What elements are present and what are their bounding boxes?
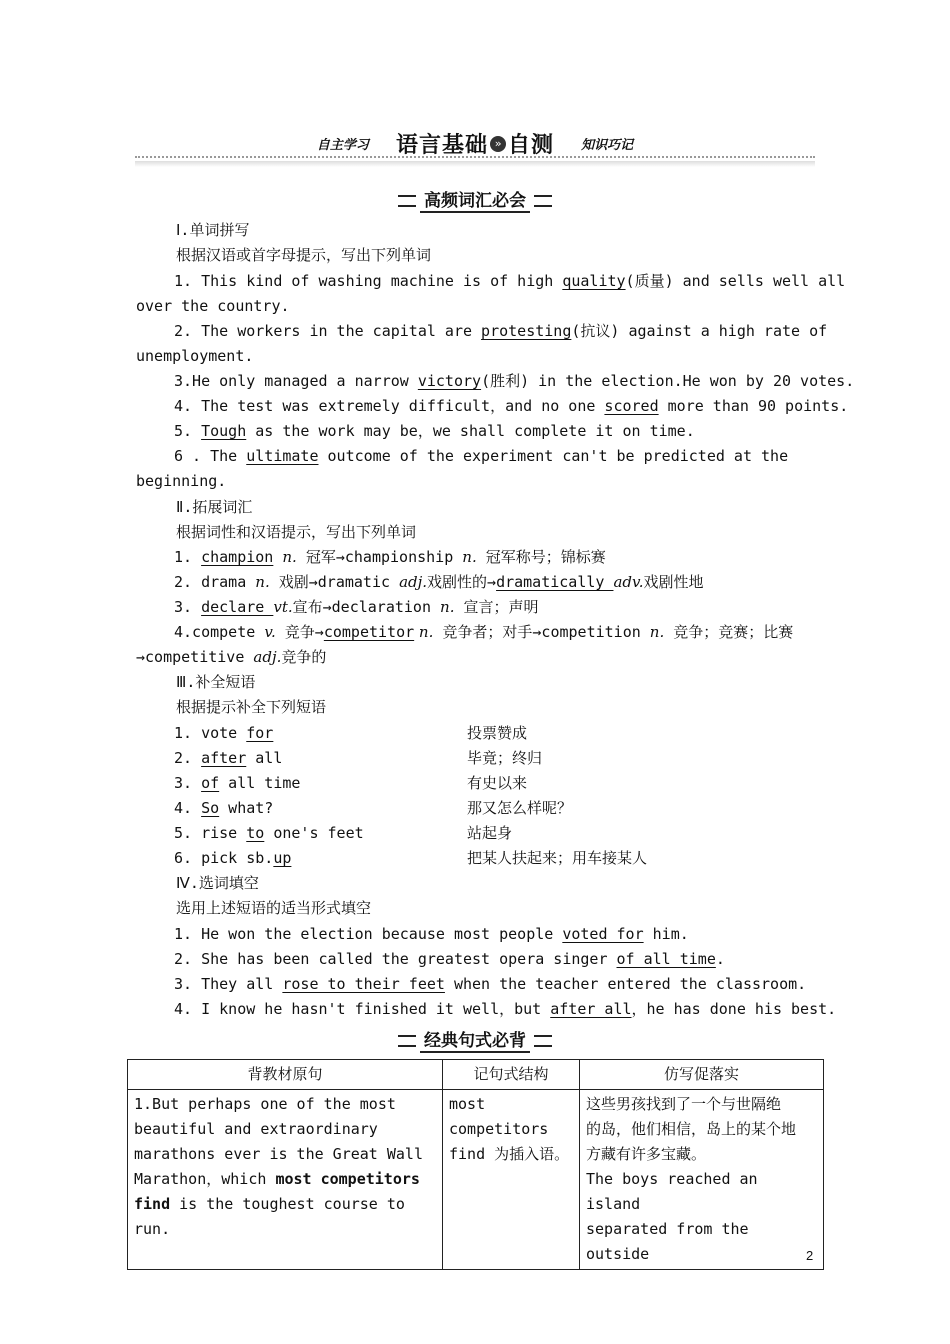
list-item-cont: unemployment.	[136, 347, 254, 365]
answer: ultimate	[246, 447, 319, 465]
part4-heading: Ⅳ.选词填空	[176, 874, 259, 892]
list-item: 1. This kind of washing machine is of high quality(质量) and sells well all	[174, 272, 846, 290]
part4-instruction: 选用上述短语的适当形式填空	[176, 899, 372, 917]
table-header: 记句式结构	[443, 1060, 580, 1090]
answer: up	[273, 849, 292, 867]
list-item: 4. So what?	[174, 799, 274, 817]
list-item: 6. pick sb.up	[174, 849, 292, 867]
answer: of	[201, 774, 220, 792]
phrase-meaning: 把某人扶起来；用车接某人	[467, 849, 648, 867]
phrase-meaning: 毕竟；终归	[467, 749, 543, 767]
part2-heading: Ⅱ.拓展词汇	[176, 498, 253, 516]
answer: declare	[201, 598, 274, 616]
section-header-vocab	[0, 186, 950, 211]
answer: after	[201, 749, 247, 767]
phrase-meaning: 站起身	[467, 824, 513, 842]
answer: scored	[604, 397, 659, 415]
answer: Tough	[201, 422, 247, 440]
table-header: 仿写促落实	[580, 1060, 824, 1090]
table-cell-original: 1.But perhaps one of the most beautiful and extraordinary marathons ever is the Great Wall Marathon，which most competitors find is the toughest course to run.	[128, 1090, 443, 1270]
part3-instruction: 根据提示补全下列短语	[176, 698, 327, 716]
list-item-cont: →competitive adj.竞争的	[136, 648, 327, 666]
list-item: 3. of all time	[174, 774, 301, 792]
answer: dramatically	[496, 573, 614, 591]
banner-title-b: 自测	[508, 133, 555, 158]
sentence-table	[127, 1059, 824, 1270]
answer: quality	[562, 272, 626, 290]
part1-heading: Ⅰ.单词拼写	[176, 221, 250, 239]
banner-title-a: 语言基础	[395, 133, 488, 158]
page-number: 2	[806, 1248, 814, 1263]
section-title: 经典句式必背	[420, 1031, 530, 1053]
answer: competitor	[323, 623, 415, 641]
answer: rose to their feet	[282, 975, 445, 993]
list-item: 2. She has been called the greatest opera singer of all time.	[174, 950, 725, 968]
table-row	[128, 1090, 824, 1270]
list-item: 4. The test was extremely difficult，and no one scored more than 90 points.	[174, 397, 849, 415]
answer: champion	[201, 548, 274, 566]
list-item-cont: over the country.	[136, 297, 290, 315]
list-item: 3. declare vt.宣布→declaration n. 宣言；声明	[174, 598, 539, 616]
part1-instruction: 根据汉语或首字母提示，写出下列单词	[176, 246, 432, 264]
phrase-meaning: 投票赞成	[467, 724, 528, 742]
answer: after all	[550, 1000, 632, 1018]
list-item: 2. after all	[174, 749, 283, 767]
list-item-cont: beginning.	[136, 472, 227, 490]
part3-heading: Ⅲ.补全短语	[176, 673, 256, 691]
list-item: 1. champion n. 冠军→championship n. 冠军称号；锦标赛	[174, 548, 606, 566]
phrase-meaning: 有史以来	[467, 774, 528, 792]
list-item: 4. I know he hasn't finished it well，but after all，he has done his best.	[174, 1000, 837, 1018]
answer: protesting	[481, 322, 572, 340]
answer: voted for	[562, 925, 644, 943]
table-header: 背教材原句	[128, 1060, 443, 1090]
list-item: 5. Tough as the work may be，we shall complete it on time.	[174, 422, 695, 440]
list-item: 2. drama n. 戏剧→dramatic adj.戏剧性的→dramatically adv.戏剧性地	[174, 573, 704, 591]
list-item: 4.compete v. 竞争→competitor n. 竞争者；对手→competition n. 竞争；竞赛；比赛	[174, 623, 794, 641]
answer: to	[246, 824, 265, 842]
answer: of all time	[616, 950, 716, 968]
list-item: 6 . The ultimate outcome of the experiment can't be predicted at the	[174, 447, 789, 465]
banner-shade	[135, 161, 815, 167]
list-item: 3.He only managed a narrow victory(胜利) in the election.He won by 20 votes.	[174, 372, 855, 390]
table-cell-structure: most competitors find 为插入语。	[443, 1090, 580, 1270]
answer: So	[201, 799, 220, 817]
section-header-sentences	[0, 1026, 950, 1051]
list-item: 1. He won the election because most people voted for him.	[174, 925, 689, 943]
part2-instruction: 根据词性和汉语提示，写出下列单词	[176, 523, 417, 541]
banner-right-label: 知识巧记	[581, 138, 634, 153]
banner-arrow-icon: »	[490, 136, 506, 152]
answer: victory	[417, 372, 482, 390]
section-title: 高频词汇必会	[420, 191, 530, 213]
banner-left-label: 自主学习	[316, 138, 369, 153]
section-banner	[135, 128, 815, 168]
phrase-meaning: 那又怎么样呢？	[467, 799, 573, 817]
list-item: 1. vote for	[174, 724, 274, 742]
list-item: 2. The workers in the capital are protesting(抗议) against a high rate of	[174, 322, 828, 340]
list-item: 3. They all rose to their feet when the teacher entered the classroom.	[174, 975, 807, 993]
list-item: 5. rise to one's feet	[174, 824, 364, 842]
table-cell-practice: 这些男孩找到了一个与世隔绝 的岛，他们相信，岛上的某个地 方藏有许多宝藏。 The boys reached an island separated from the outside	[580, 1090, 824, 1270]
answer: for	[246, 724, 274, 742]
